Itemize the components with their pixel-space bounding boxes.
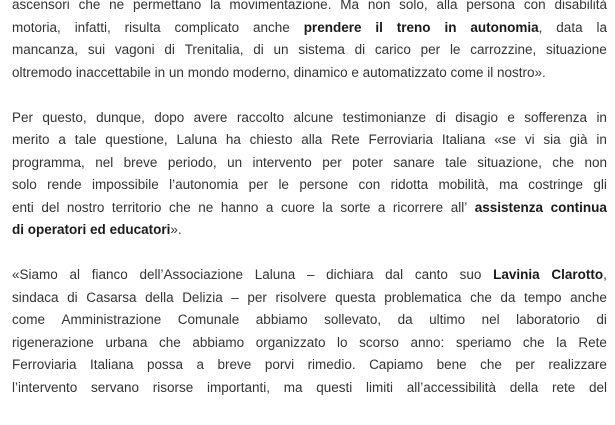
text-line [12, 129, 607, 152]
word: – [231, 289, 239, 305]
bold-text: educatori [109, 222, 171, 237]
word: nostro [66, 199, 105, 215]
word: la [210, 0, 221, 12]
word: programma, [12, 154, 85, 170]
word: permettano [132, 0, 202, 12]
word: sanare [393, 154, 435, 170]
word: inaccettabile [75, 64, 151, 80]
word: breve [123, 154, 158, 170]
word: limiti [365, 379, 393, 395]
word: per [322, 154, 342, 170]
word: della [145, 289, 174, 305]
bold-text: prendere [303, 19, 362, 35]
word: con [523, 0, 546, 12]
word: questione, [105, 132, 168, 147]
word: al [69, 267, 80, 282]
bold-text: assistenza [474, 199, 544, 215]
word: Laluna [176, 132, 217, 147]
word: disagio [455, 109, 498, 125]
word: Clarotto, [551, 267, 607, 282]
word: organizzato [255, 334, 326, 350]
word: sia [543, 132, 561, 147]
word: dichiara [326, 267, 374, 282]
word: situazione [546, 42, 607, 57]
word: tempo [524, 289, 562, 305]
text-line [12, 264, 607, 287]
word: sofferenza [524, 109, 588, 125]
word: Ferroviaria [368, 132, 433, 147]
word: enti [12, 199, 34, 215]
word: gli [593, 177, 607, 192]
word: «se [494, 132, 516, 147]
word [28, 219, 87, 242]
word: di [435, 109, 446, 125]
paragraph [12, 0, 607, 84]
word: hanno [220, 199, 259, 215]
word: breve [217, 357, 252, 372]
word [493, 264, 540, 287]
word: da [500, 289, 516, 305]
word: Capiamo [369, 357, 424, 372]
word: nel [95, 154, 114, 170]
word: sistema [298, 42, 345, 57]
word: l’intervento [12, 379, 78, 395]
bold-text: di [12, 222, 24, 237]
word: che [470, 289, 492, 305]
word: alla [301, 132, 323, 147]
word: motoria, [12, 19, 61, 35]
word: anche [252, 19, 290, 35]
word: sui [87, 42, 106, 57]
word: e [351, 64, 359, 80]
word: risorse [152, 379, 194, 395]
word: canto [414, 267, 448, 282]
word: abbiamo [255, 312, 308, 327]
word: rete [551, 379, 576, 395]
word: speriamo [455, 334, 512, 350]
word: possa [147, 357, 184, 372]
text-line [12, 197, 607, 220]
word: Amministrazione [61, 312, 162, 327]
word: rigenerazione [12, 334, 94, 350]
word: come [12, 312, 46, 327]
word: sindaca [12, 289, 59, 305]
word: realizzare [548, 357, 607, 372]
word [475, 197, 543, 220]
article-body [12, 0, 607, 399]
word: risolvere [275, 289, 327, 305]
word: dopo [154, 109, 185, 125]
word: costringe [528, 177, 584, 192]
text-line [12, 0, 607, 17]
word: Rete [578, 334, 607, 350]
word: problematica [384, 289, 462, 305]
word: Casarsa [86, 289, 137, 305]
word: un [273, 42, 289, 57]
bold-text: treno [396, 19, 431, 35]
word: mondo [187, 64, 229, 80]
word: a [377, 199, 386, 215]
word: lo [337, 334, 348, 350]
word: per [420, 42, 441, 57]
word [90, 219, 106, 242]
word: Rete [331, 132, 360, 147]
word: impossibile [92, 177, 159, 192]
word: educatori». [109, 222, 182, 237]
word: – [306, 267, 315, 282]
text-line [12, 17, 607, 40]
word: in [154, 64, 166, 80]
word: per [247, 289, 267, 305]
word: vi [524, 132, 535, 147]
word: l’autonomia [169, 177, 239, 192]
word: solo, [399, 0, 428, 12]
text-line [12, 354, 607, 377]
word [304, 17, 362, 40]
word: rimedio. [307, 357, 356, 372]
bold-text: autonomia [470, 19, 539, 35]
word: questo, [42, 109, 87, 125]
word: mobilità, [438, 177, 489, 192]
word: Per [12, 109, 34, 125]
word: all’ [450, 199, 468, 215]
word: dunque, [96, 109, 145, 125]
word: autonomia, [470, 19, 543, 35]
word: ascensori [12, 0, 70, 12]
word: per [248, 177, 269, 192]
word: risulta [124, 19, 161, 35]
word: dal [385, 267, 404, 282]
word: tale [445, 154, 467, 170]
word: per [515, 357, 535, 372]
word: «Siamo [12, 267, 58, 282]
word: la [596, 19, 607, 35]
word: disabilità [554, 0, 607, 12]
word: che [480, 357, 502, 372]
word: cuore [280, 199, 315, 215]
text-line [12, 287, 607, 310]
bold-text: ed [90, 222, 106, 237]
paragraph-gap [12, 242, 607, 265]
word: di [354, 42, 366, 57]
word: periodo, [167, 154, 217, 170]
word: ricorrere [392, 199, 444, 215]
word: non [367, 0, 391, 12]
word: di [253, 42, 264, 57]
word: rende [47, 177, 82, 192]
word: Italiana [90, 357, 134, 372]
word: di [164, 42, 175, 57]
word: questa [335, 289, 376, 305]
word: il [487, 64, 494, 80]
text-line [12, 39, 607, 62]
word [551, 197, 607, 220]
word: scorso [359, 334, 399, 350]
word: nostro». [497, 64, 546, 80]
word: territorio [111, 199, 162, 215]
word: abbiamo [192, 334, 245, 350]
word: come [450, 64, 484, 80]
word: solo [12, 177, 37, 192]
word: dell’Associazione [139, 267, 243, 282]
word: merito [12, 132, 50, 147]
word: sorte [340, 199, 371, 215]
word: che [522, 334, 545, 350]
word: del [41, 199, 60, 215]
word [12, 219, 24, 242]
word: a [196, 357, 205, 372]
text-line [12, 332, 607, 355]
word: che [552, 154, 575, 170]
word: chiesto [249, 132, 293, 147]
word: che [158, 334, 181, 350]
word: e [507, 109, 515, 125]
word: Laluna [254, 267, 296, 282]
word: persona [466, 0, 516, 12]
word: Comunale [177, 312, 240, 327]
paragraph [12, 107, 607, 242]
word: la [322, 199, 333, 215]
word: fianco [91, 267, 128, 282]
word: ne [109, 0, 125, 12]
word: un [168, 64, 184, 80]
text-line [12, 219, 607, 242]
word: Trenitalia, [184, 42, 244, 57]
word: vagoni [114, 42, 155, 57]
word: le [278, 177, 289, 192]
word: a [265, 199, 274, 215]
word: avere [193, 109, 228, 125]
text-line [12, 152, 607, 175]
word: che [78, 0, 101, 12]
text-line [12, 377, 607, 400]
word: alcune [293, 109, 334, 125]
word [397, 17, 431, 40]
word: da [397, 312, 413, 327]
text-line [12, 107, 607, 130]
paragraph-gap [12, 84, 607, 107]
word: ridotta [390, 177, 429, 192]
word: della [509, 379, 539, 395]
word: moderno, [232, 64, 290, 80]
bold-text: in [444, 19, 457, 35]
word: servano [91, 379, 140, 395]
word: intervento [252, 154, 312, 170]
word: di [67, 289, 78, 305]
word: un [227, 154, 243, 170]
word: automatizzato [362, 64, 447, 80]
word: laboratorio [516, 312, 580, 327]
word: alla [436, 0, 458, 12]
word: porvi [264, 357, 295, 372]
word: anno: [410, 334, 445, 350]
word: ultimo [429, 312, 466, 327]
word: importanti, [207, 379, 271, 395]
word: del [588, 379, 607, 395]
bold-text: Lavinia [493, 267, 540, 282]
word: non [584, 154, 607, 170]
word: urbana [105, 334, 148, 350]
word: Delizia [182, 289, 223, 305]
word: carico [374, 42, 411, 57]
word: a [58, 132, 66, 147]
word: nel [481, 312, 500, 327]
word: con [358, 177, 381, 192]
word: che [168, 199, 191, 215]
text-line [12, 174, 607, 197]
word: oltremodo [12, 64, 73, 80]
word: ne [198, 199, 214, 215]
word: di [596, 312, 607, 327]
word: poter [352, 154, 383, 170]
word: movimentazione. [229, 0, 332, 12]
word: mancanza, [12, 42, 79, 57]
word: dinamico [293, 64, 348, 80]
word: la [556, 334, 567, 350]
word: in [596, 132, 607, 147]
word: all’accessibilità [406, 379, 496, 395]
word [375, 17, 383, 40]
word: le [449, 42, 461, 57]
word: bene [436, 357, 467, 372]
word: in [596, 109, 607, 125]
paragraph [12, 264, 607, 399]
word: persone [299, 177, 349, 192]
word: suo [459, 267, 482, 282]
word: infatti, [74, 19, 111, 35]
word: già [569, 132, 588, 147]
word: ma [499, 177, 518, 192]
word: carrozzine, [470, 42, 537, 57]
word: ha [225, 132, 241, 147]
word: tale [74, 132, 97, 147]
text-line [12, 62, 607, 85]
word: Ferroviaria [12, 357, 77, 372]
bold-text: il [375, 19, 383, 35]
word [444, 17, 456, 40]
word: complicato [174, 19, 240, 35]
word: situazione, [477, 154, 542, 170]
bold-text: continua [550, 199, 607, 215]
word: testimonianze [342, 109, 426, 125]
text-line [12, 309, 607, 332]
word: questi [316, 379, 353, 395]
word: ma [283, 379, 303, 395]
bold-text: Clarotto [551, 267, 604, 282]
word: Italiana [441, 132, 486, 147]
word: data [556, 19, 583, 35]
word: anche [570, 289, 607, 305]
word: raccolto [236, 109, 285, 125]
word: Ma [340, 0, 360, 12]
word: sollevato, [324, 312, 382, 327]
bold-text: operatori [27, 222, 87, 237]
